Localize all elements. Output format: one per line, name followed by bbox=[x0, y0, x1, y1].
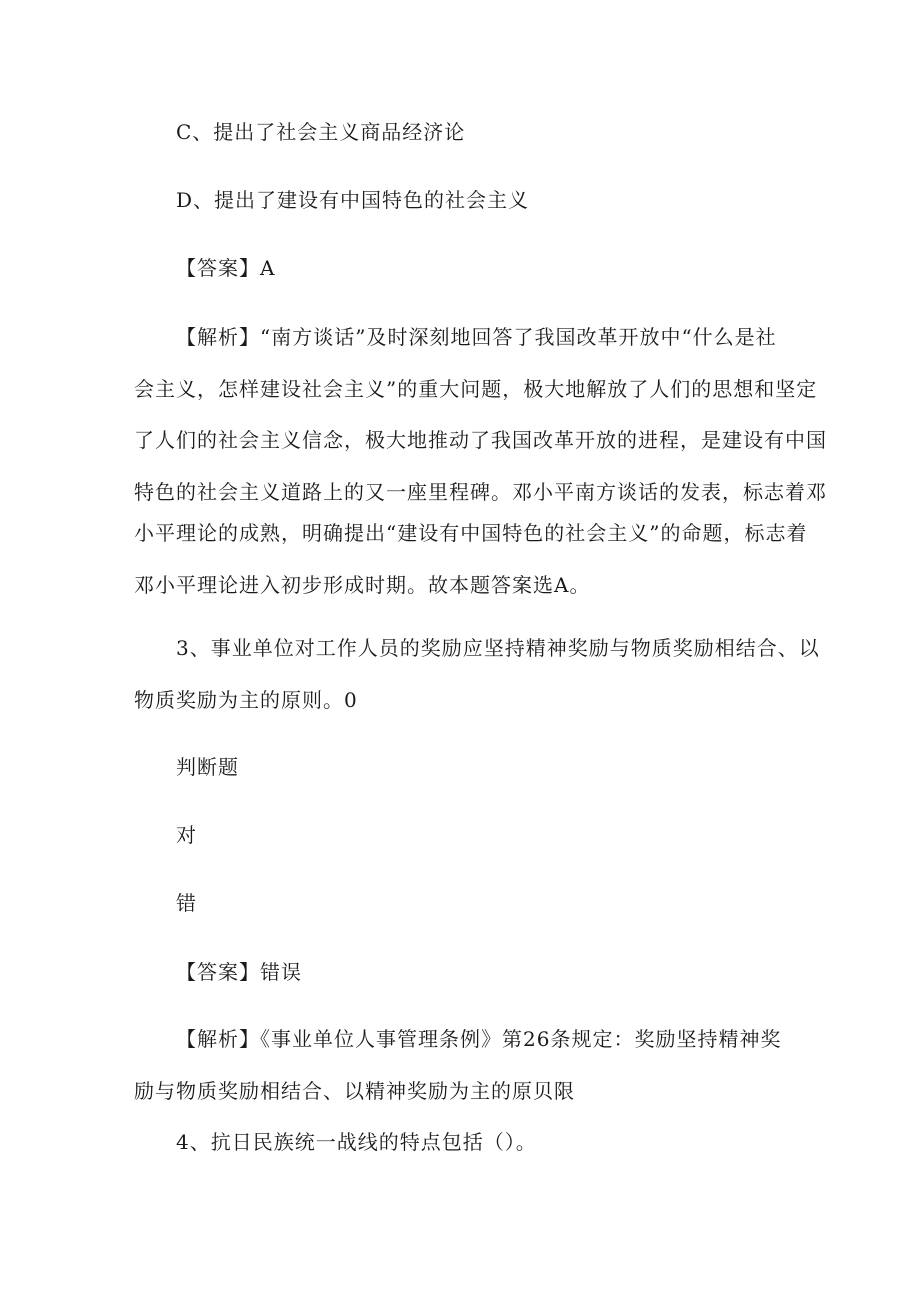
q4-stem: 4、抗日民族统一战线的特点包括（）。 bbox=[176, 1130, 537, 1154]
q3-analysis-line-1: 【解析】《事业单位人事管理条例》第26条规定：奖励坚持精神奖 bbox=[176, 1027, 782, 1051]
q2-analysis-line-4: 特色的社会主义道路上的又一座里程碑。邓小平南方谈话的发表，标志着邓 bbox=[134, 480, 827, 504]
q3-option-true: 对 bbox=[176, 823, 197, 847]
q2-option-c: C、提出了社会主义商品经济论 bbox=[176, 120, 466, 144]
q3-stem-line-1: 3、事业单位对工作人员的奖励应坚持精神奖励与物质奖励相结合、以 bbox=[176, 636, 820, 660]
q3-answer: 【答案】错误 bbox=[176, 960, 302, 984]
q2-analysis-line-3: 了人们的社会主义信念，极大地推动了我国改革开放的进程，是建设有中国 bbox=[134, 428, 827, 452]
q3-analysis-line-2: 励与物质奖励相结合、以精神奖励为主的原贝限 bbox=[134, 1079, 575, 1103]
q3-stem-line-2: 物质奖励为主的原则。0 bbox=[134, 688, 358, 712]
q3-question-type: 判断题 bbox=[176, 755, 239, 779]
q2-analysis-line-1: 【解析】“南方谈话”及时深刻地回答了我国改革开放中“什么是社 bbox=[176, 325, 777, 349]
q2-analysis-line-6: 邓小平理论进入初步形成时期。故本题答案选A。 bbox=[134, 573, 591, 597]
q2-answer: 【答案】A bbox=[176, 256, 276, 280]
q2-analysis-line-5: 小平理论的成熟，明确提出“建设有中国特色的社会主义”的命题，标志着 bbox=[134, 521, 808, 545]
q2-option-d: D、提出了建设有中国特色的社会主义 bbox=[176, 188, 530, 212]
q3-option-false: 错 bbox=[176, 891, 197, 915]
q2-analysis-line-2: 会主义，怎样建设社会主义”的重大问题，极大地解放了人们的思想和坚定 bbox=[134, 377, 818, 401]
